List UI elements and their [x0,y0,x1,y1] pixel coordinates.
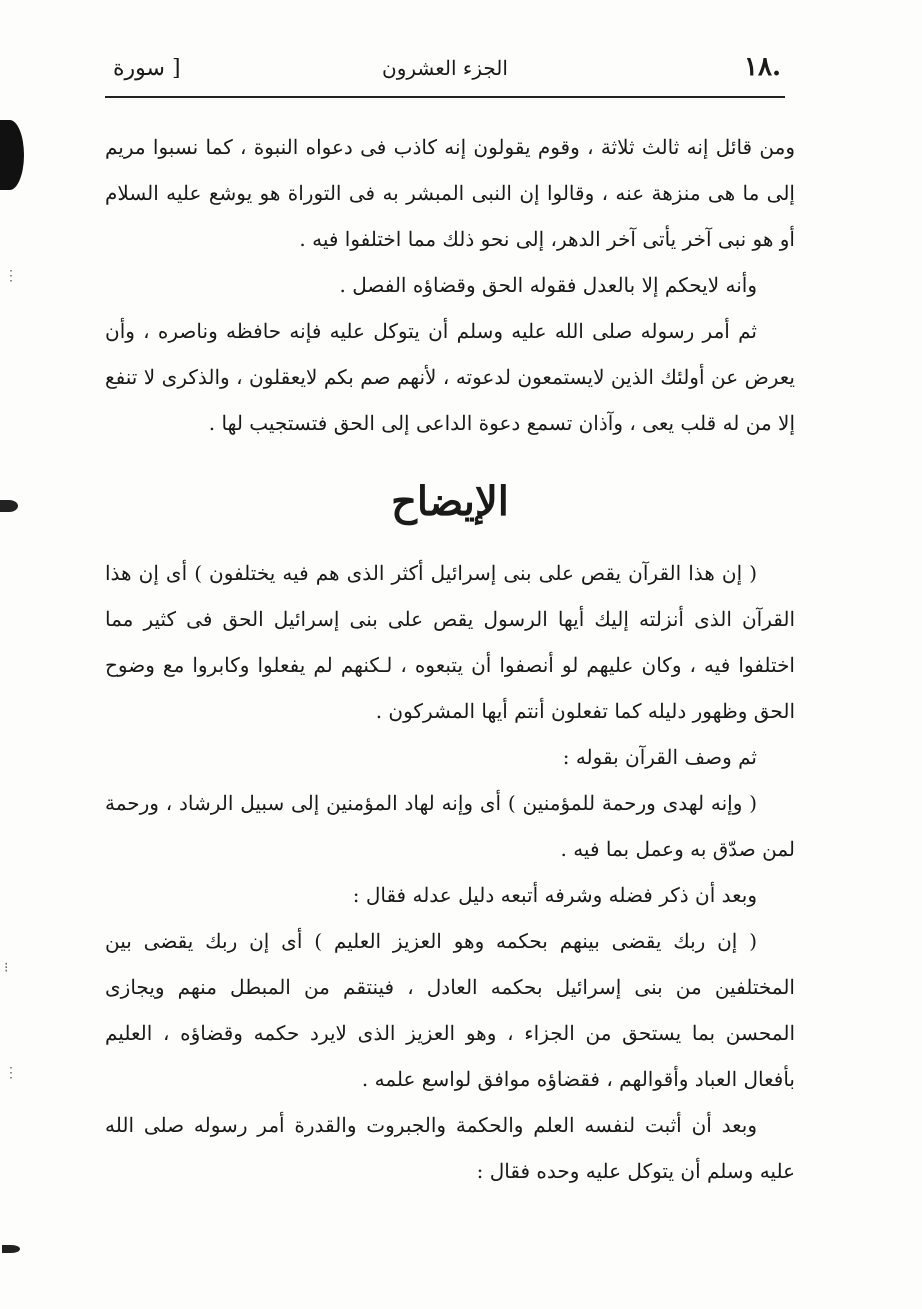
paragraph: وأنه لايحكم إلا بالعدل فقوله الحق وقضاؤه الفصل . [339,273,757,297]
paragraph: ( وإنه لهدى ورحمة للمؤمنين ) أى وإنه لهاد المؤمنين إلى سبيل الرشاد ، ورحمة لمن صدّق به وعمل بما فيه . [105,791,795,861]
margin-speck: ⋮ [4,268,18,284]
paragraph: وبعد أن ذكر فضله وشرفه أتبعه دليل عدله فقال : [352,883,757,907]
paragraph: ومن قائل إنه ثالث ثلاثة ، وقوم يقولون إنه كاذب فى دعواه النبوة ، كما نسبوا مريم إلى ما هى منزهة عنه ، وقالوا إن النبى المبشر به فى التوراة هو يوشع عليه السلام أو هو نبى آخر يأتى آخر الدهر، إلى نحو ذلك مما اختلفوا فيه . [105,135,795,251]
page-number: ١٨. [744,52,781,82]
ink-mark [0,500,18,512]
paragraph: ( إن هذا القرآن يقص على بنى إسرائيل أكثر الذى هم فيه يختلفون ) أى إن هذا القرآن الذى أنزلته إليك أيها الرسول يقص على بنى إسرائيل الحق فى كثير مما اختلفوا فيه ، وكان عليهم لو أنصفوا أن يتبعوه ، لـكنهم لم يفعلوا وكابروا مع وضوح الحق وظهور دليله كما تفعلون أنتم أيها المشركون . [105,561,795,723]
margin-speck: ⁝ [4,960,9,976]
paragraph: ( إن ربك يقضى بينهم بحكمه وهو العزيز العليم ) أى إن ربك يقضى بين المختلفين من بنى إسرائيل بحكمه العادل ، فينتقم من المبطل منهم ويجازى المحسن بما يستحق من الجزاء ، وهو العزيز الذى لايرد حكمه وقضاؤه ، العليم بأفعال العباد وأقوالهم ، فقضاؤه موافق لواسع علمه . [105,929,795,1091]
paragraph: ثم أمر رسوله صلى الله عليه وسلم أن يتوكل عليه فإنه حافظه وناصره ، وأن يعرض عن أولئك الذين لايستمعون لدعوته ، لأنهم صم بكم لايعقلون ، والذكرى لا تنفع إلا من له قلب يعى ، وآذان تسمع دعوة الداعى إلى الحق فتستجيب لها . [105,319,796,435]
ink-mark [2,1245,20,1253]
juz-title: الجزء العشرون [382,56,508,80]
running-header [105,50,785,94]
paragraph: وبعد أن أثبت لنفسه العلم والحكمة والجبروت والقدرة أمر رسوله صلى الله عليه وسلم أن يتوكل عليه وحده فقال : [105,1113,795,1183]
header-rule [105,96,785,98]
paragraph: ثم وصف القرآن بقوله : [562,745,757,769]
ink-blot [0,120,24,190]
margin-speck: ⋮ [4,1065,18,1081]
body-text-bottom [105,550,795,1194]
surah-label: [ سورة [113,56,181,81]
body-text-top [105,124,795,446]
section-heading: الإيضاح [391,478,509,525]
